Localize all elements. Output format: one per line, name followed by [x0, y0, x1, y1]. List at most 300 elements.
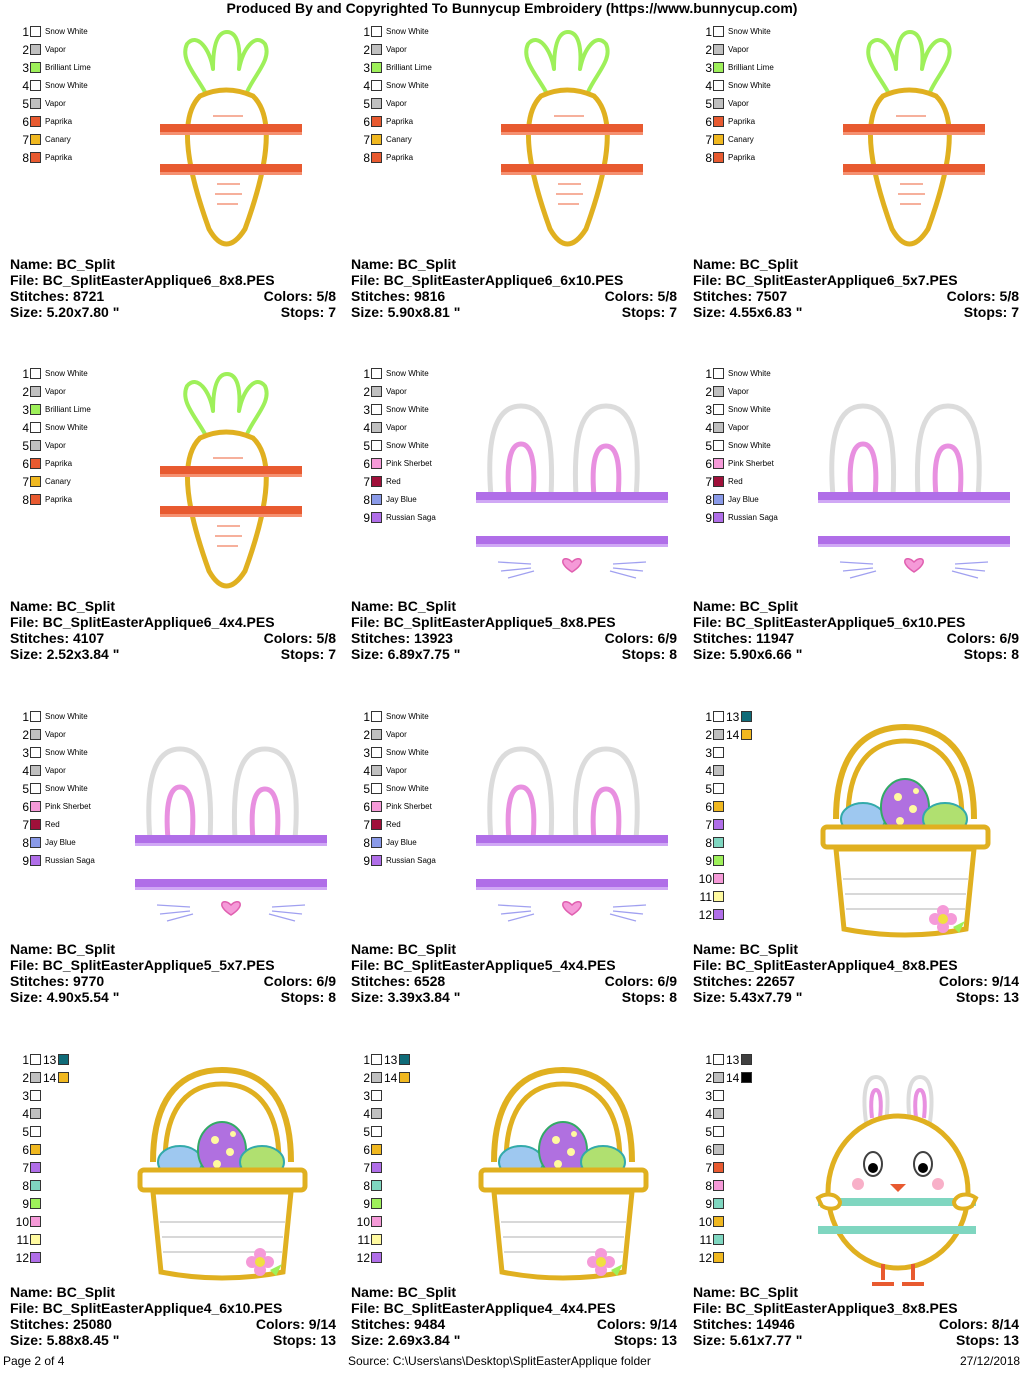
thread-swatch: [371, 44, 382, 55]
design-file: File: BC_SplitEasterApplique5_5x7.PES: [10, 957, 275, 973]
design-info: [351, 1284, 677, 1348]
thread-number: 8: [22, 836, 29, 850]
thread-number: 1: [363, 367, 370, 381]
thread-color-name: Pink Sherbet: [728, 459, 774, 468]
thread-number: 8: [363, 1179, 370, 1193]
thread-swatch: [371, 837, 382, 848]
thread-number: 4: [705, 421, 712, 435]
thread-swatch: [30, 747, 41, 758]
thread-number: 4: [363, 764, 370, 778]
thread-number: 11: [16, 1233, 29, 1247]
thread-swatch: [30, 80, 41, 91]
thread-number: 7: [363, 818, 370, 832]
thread-color-name: Jay Blue: [728, 495, 759, 504]
design-info: [351, 598, 677, 662]
thread-number: 7: [22, 133, 29, 147]
thread-swatch: [713, 422, 724, 433]
thread-number: 6: [705, 800, 712, 814]
carrot-design-preview: [105, 24, 340, 264]
stop-count: Stops: 8: [621, 646, 677, 662]
design-file: File: BC_SplitEasterApplique6_8x8.PES: [10, 272, 275, 288]
thread-swatch: [371, 440, 382, 451]
thread-number: 6: [705, 457, 712, 471]
thread-swatch: [30, 729, 41, 740]
thread-number: 6: [363, 115, 370, 129]
thread-number: 4: [22, 79, 29, 93]
thread-color-name: Vapor: [728, 45, 749, 54]
thread-number: 8: [705, 493, 712, 507]
thread-number: 11: [357, 1233, 370, 1247]
thread-swatch: [30, 1126, 41, 1137]
color-count: Colors: 8/14: [938, 1316, 1019, 1332]
design-card: [351, 366, 681, 696]
stop-count: Stops: 13: [955, 989, 1019, 1005]
basket-design-preview: [446, 1052, 681, 1292]
design-name: Name: BC_Split: [693, 1284, 799, 1300]
thread-swatch: [371, 152, 382, 163]
thread-swatch: [30, 476, 41, 487]
thread-swatch: [713, 458, 724, 469]
design-file: File: BC_SplitEasterApplique6_6x10.PES: [351, 272, 624, 288]
color-count: Colors: 5/8: [263, 288, 336, 304]
thread-swatch: [371, 422, 382, 433]
thread-swatch: [713, 98, 724, 109]
thread-swatch: [713, 134, 724, 145]
thread-swatch: [371, 404, 382, 415]
thread-number: 5: [705, 1125, 712, 1139]
thread-swatch: [371, 1252, 382, 1263]
thread-swatch: [30, 116, 41, 127]
thread-number: 1: [22, 710, 29, 724]
thread-number: 1: [705, 710, 712, 724]
thread-swatch: [30, 1216, 41, 1227]
thread-color-name: Paprika: [728, 117, 756, 126]
thread-number: 4: [705, 764, 712, 778]
thread-number: 2: [705, 43, 712, 57]
bunny-design-preview: [446, 366, 681, 606]
thread-number: 12: [698, 908, 712, 922]
thread-number: 6: [22, 1143, 29, 1157]
thread-number: 1: [705, 367, 712, 381]
thread-color-name: Snow White: [728, 405, 771, 414]
thread-number: 5: [363, 1125, 370, 1139]
design-name: Name: BC_Split: [351, 598, 457, 614]
thread-number: 1: [363, 710, 370, 724]
thread-number: 5: [705, 97, 712, 111]
design-file: File: BC_SplitEasterApplique4_6x10.PES: [10, 1300, 283, 1316]
thread-number: 6: [22, 115, 29, 129]
thread-swatch: [713, 1054, 724, 1065]
design-size: Size: 4.55x6.83 ": [693, 304, 803, 320]
thread-number: 8: [22, 493, 29, 507]
thread-color-name: Vapor: [45, 45, 66, 54]
color-count: Colors: 9/14: [596, 1316, 677, 1332]
stitch-count: Stitches: 13923: [351, 630, 453, 646]
thread-color-name: Snow White: [386, 712, 429, 721]
thread-number: 5: [363, 782, 370, 796]
thread-color-name: Jay Blue: [45, 838, 76, 847]
thread-color-name: Paprika: [728, 153, 756, 162]
thread-number: 3: [22, 403, 29, 417]
thread-swatch: [713, 1198, 724, 1209]
thread-number: 3: [705, 403, 712, 417]
thread-number: 14: [43, 1071, 57, 1085]
thread-color-name: Snow White: [386, 369, 429, 378]
thread-swatch: [741, 1072, 752, 1083]
thread-color-name: Snow White: [386, 27, 429, 36]
thread-number: 4: [705, 1107, 712, 1121]
design-size: Size: 5.88x8.45 ": [10, 1332, 120, 1348]
thread-color-name: Snow White: [45, 27, 88, 36]
thread-number: 2: [22, 43, 29, 57]
thread-number: 6: [22, 800, 29, 814]
thread-number: 10: [698, 1215, 712, 1229]
thread-swatch: [371, 1144, 382, 1155]
thread-number: 5: [22, 439, 29, 453]
color-count: Colors: 9/14: [938, 973, 1019, 989]
thread-swatch: [371, 368, 382, 379]
design-file: File: BC_SplitEasterApplique4_8x8.PES: [693, 957, 958, 973]
thread-color-name: Snow White: [728, 369, 771, 378]
thread-swatch: [30, 1162, 41, 1173]
bunny-design-preview: [105, 709, 340, 949]
thread-number: 7: [22, 475, 29, 489]
stop-count: Stops: 8: [963, 646, 1019, 662]
design-name: Name: BC_Split: [10, 598, 116, 614]
thread-color-name: Snow White: [45, 423, 88, 432]
design-size: Size: 5.90x6.66 ": [693, 646, 803, 662]
thread-swatch: [713, 837, 724, 848]
design-info: [351, 941, 677, 1005]
thread-color-name: Vapor: [45, 99, 66, 108]
stitch-count: Stitches: 9816: [351, 288, 446, 304]
thread-number: 2: [363, 385, 370, 399]
thread-swatch: [58, 1072, 69, 1083]
thread-swatch: [713, 80, 724, 91]
thread-swatch: [30, 44, 41, 55]
design-name: Name: BC_Split: [693, 256, 799, 272]
thread-number: 7: [705, 1161, 712, 1175]
thread-swatch: [30, 62, 41, 73]
thread-swatch: [30, 1072, 41, 1083]
thread-number: 11: [699, 1233, 712, 1247]
design-file: File: BC_SplitEasterApplique5_6x10.PES: [693, 614, 966, 630]
thread-number: 13: [726, 710, 740, 724]
thread-number: 8: [363, 836, 370, 850]
thread-swatch: [713, 1162, 724, 1173]
thread-number: 5: [363, 439, 370, 453]
thread-swatch: [713, 765, 724, 776]
thread-swatch: [713, 476, 724, 487]
thread-number: 5: [363, 97, 370, 111]
stitch-count: Stitches: 11947: [693, 630, 795, 646]
thread-number: 2: [363, 728, 370, 742]
thread-number: 10: [698, 872, 712, 886]
thread-number: 5: [22, 97, 29, 111]
stitch-count: Stitches: 25080: [10, 1316, 112, 1332]
thread-number: 2: [363, 43, 370, 57]
thread-swatch: [741, 1054, 752, 1065]
design-card: [351, 1052, 681, 1382]
thread-swatch: [371, 819, 382, 830]
basket-design-preview: [105, 1052, 340, 1292]
thread-swatch: [713, 1234, 724, 1245]
thread-color-name: Red: [386, 477, 401, 486]
thread-color-name: Snow White: [728, 27, 771, 36]
thread-color-name: Brilliant Lime: [386, 63, 432, 72]
thread-swatch: [713, 1144, 724, 1155]
thread-number: 12: [356, 1251, 370, 1265]
thread-color-name: Vapor: [386, 387, 407, 396]
thread-color-name: Red: [45, 820, 60, 829]
thread-swatch: [713, 116, 724, 127]
design-card: [10, 709, 340, 1039]
design-name: Name: BC_Split: [10, 1284, 116, 1300]
thread-color-name: Snow White: [728, 81, 771, 90]
thread-swatch: [713, 747, 724, 758]
thread-number: 8: [22, 1179, 29, 1193]
thread-swatch: [30, 855, 41, 866]
thread-number: 3: [705, 1089, 712, 1103]
stop-count: Stops: 13: [613, 1332, 677, 1348]
thread-number: 4: [22, 764, 29, 778]
page-header: Produced By and Copyrighted To Bunnycup Embroidery (https://www.bunnycup.com): [226, 0, 798, 16]
thread-swatch: [371, 729, 382, 740]
thread-swatch: [713, 404, 724, 415]
page-footer: [0, 1354, 1024, 1370]
thread-color-name: Canary: [728, 135, 754, 144]
stitch-count: Stitches: 7507: [693, 288, 788, 304]
design-file: File: BC_SplitEasterApplique6_4x4.PES: [10, 614, 275, 630]
stop-count: Stops: 7: [621, 304, 677, 320]
thread-swatch: [371, 765, 382, 776]
thread-number: 1: [363, 1053, 370, 1067]
thread-number: 8: [705, 151, 712, 165]
color-count: Colors: 6/9: [263, 973, 336, 989]
thread-swatch: [30, 765, 41, 776]
thread-swatch: [371, 1198, 382, 1209]
thread-number: 14: [726, 1071, 740, 1085]
thread-number: 1: [22, 1053, 29, 1067]
thread-number: 13: [43, 1053, 57, 1067]
thread-color-name: Canary: [45, 477, 71, 486]
thread-swatch: [713, 909, 724, 920]
thread-color-name: Vapor: [728, 387, 749, 396]
thread-swatch: [371, 1180, 382, 1191]
thread-swatch: [713, 1216, 724, 1227]
thread-number: 3: [363, 403, 370, 417]
thread-number: 4: [705, 79, 712, 93]
design-size: Size: 5.61x7.77 ": [693, 1332, 803, 1348]
stop-count: Stops: 7: [280, 646, 336, 662]
thread-number: 1: [22, 367, 29, 381]
bunny-design-preview: [788, 366, 1023, 606]
color-count: Colors: 9/14: [255, 1316, 336, 1332]
design-name: Name: BC_Split: [351, 1284, 457, 1300]
thread-color-name: Russian Saga: [728, 513, 778, 522]
thread-number: 6: [705, 115, 712, 129]
design-file: File: BC_SplitEasterApplique5_4x4.PES: [351, 957, 616, 973]
thread-color-name: Paprika: [45, 495, 73, 504]
thread-number: 9: [363, 511, 370, 525]
thread-swatch: [713, 729, 724, 740]
thread-number: 12: [15, 1251, 29, 1265]
thread-swatch: [371, 512, 382, 523]
design-info: [351, 256, 677, 320]
thread-swatch: [713, 152, 724, 163]
thread-number: 7: [705, 818, 712, 832]
thread-swatch: [713, 855, 724, 866]
thread-number: 13: [384, 1053, 398, 1067]
thread-swatch: [713, 711, 724, 722]
thread-number: 8: [22, 151, 29, 165]
thread-color-name: Vapor: [386, 423, 407, 432]
thread-swatch: [713, 783, 724, 794]
thread-number: 14: [726, 728, 740, 742]
thread-swatch: [30, 386, 41, 397]
thread-swatch: [30, 440, 41, 451]
thread-color-name: Paprika: [45, 153, 73, 162]
chick-design-preview: [788, 1052, 1023, 1292]
design-info: [693, 1284, 1019, 1348]
stop-count: Stops: 7: [963, 304, 1019, 320]
thread-color-name: Jay Blue: [386, 838, 417, 847]
thread-number: 1: [705, 1053, 712, 1067]
thread-swatch: [371, 1162, 382, 1173]
design-info: [693, 256, 1019, 320]
stitch-count: Stitches: 14946: [693, 1316, 795, 1332]
thread-swatch: [371, 98, 382, 109]
source-path: Source: C:\Users\ans\Desktop\SplitEasterApplique folder: [348, 1354, 651, 1368]
thread-swatch: [30, 801, 41, 812]
design-name: Name: BC_Split: [351, 941, 457, 957]
thread-swatch: [713, 801, 724, 812]
thread-swatch: [30, 134, 41, 145]
design-card: [693, 1052, 1023, 1382]
design-info: [693, 598, 1019, 662]
thread-swatch: [371, 80, 382, 91]
stop-count: Stops: 13: [955, 1332, 1019, 1348]
thread-swatch: [371, 1108, 382, 1119]
thread-swatch: [371, 711, 382, 722]
design-info: [10, 256, 336, 320]
thread-number: 8: [705, 836, 712, 850]
thread-swatch: [30, 1252, 41, 1263]
thread-swatch: [371, 116, 382, 127]
design-file: File: BC_SplitEasterApplique6_5x7.PES: [693, 272, 958, 288]
thread-swatch: [741, 711, 752, 722]
thread-swatch: [713, 440, 724, 451]
thread-number: 1: [22, 25, 29, 39]
color-count: Colors: 6/9: [946, 630, 1019, 646]
thread-number: 9: [705, 854, 712, 868]
thread-number: 12: [698, 1251, 712, 1265]
thread-color-name: Vapor: [728, 99, 749, 108]
thread-number: 8: [705, 1179, 712, 1193]
thread-number: 14: [384, 1071, 398, 1085]
thread-swatch: [30, 1108, 41, 1119]
thread-swatch: [371, 1126, 382, 1137]
thread-number: 13: [726, 1053, 740, 1067]
thread-color-name: Snow White: [45, 784, 88, 793]
thread-color-name: Paprika: [386, 117, 414, 126]
design-name: Name: BC_Split: [10, 941, 116, 957]
thread-swatch: [371, 26, 382, 37]
design-file: File: BC_SplitEasterApplique5_8x8.PES: [351, 614, 616, 630]
thread-color-name: Paprika: [45, 459, 73, 468]
thread-number: 1: [705, 25, 712, 39]
thread-number: 2: [705, 385, 712, 399]
thread-swatch: [30, 152, 41, 163]
thread-color-name: Pink Sherbet: [386, 802, 432, 811]
thread-swatch: [371, 1234, 382, 1245]
design-card: [351, 24, 681, 354]
thread-number: 2: [705, 1071, 712, 1085]
thread-number: 5: [705, 439, 712, 453]
thread-color-name: Vapor: [45, 766, 66, 775]
thread-color-name: Pink Sherbet: [45, 802, 91, 811]
design-name: Name: BC_Split: [351, 256, 457, 272]
thread-swatch: [58, 1054, 69, 1065]
thread-swatch: [30, 819, 41, 830]
stitch-count: Stitches: 9770: [10, 973, 105, 989]
thread-swatch: [399, 1072, 410, 1083]
thread-number: 9: [705, 511, 712, 525]
thread-number: 2: [363, 1071, 370, 1085]
thread-swatch: [713, 891, 724, 902]
thread-swatch: [371, 1216, 382, 1227]
thread-color-name: Red: [728, 477, 743, 486]
thread-color-name: Snow White: [386, 784, 429, 793]
thread-number: 9: [22, 1197, 29, 1211]
thread-color-name: Vapor: [386, 730, 407, 739]
thread-color-name: Vapor: [45, 441, 66, 450]
thread-number: 7: [705, 133, 712, 147]
thread-number: 2: [22, 728, 29, 742]
thread-number: 3: [363, 746, 370, 760]
color-count: Colors: 6/9: [604, 630, 677, 646]
thread-color-name: Jay Blue: [386, 495, 417, 504]
design-info: [10, 941, 336, 1005]
thread-swatch: [30, 26, 41, 37]
thread-number: 9: [705, 1197, 712, 1211]
thread-swatch: [30, 1144, 41, 1155]
thread-number: 9: [363, 854, 370, 868]
thread-number: 3: [22, 1089, 29, 1103]
thread-number: 9: [22, 854, 29, 868]
stitch-count: Stitches: 9484: [351, 1316, 446, 1332]
thread-number: 7: [22, 818, 29, 832]
thread-number: 6: [363, 800, 370, 814]
thread-swatch: [713, 1126, 724, 1137]
thread-number: 1: [363, 25, 370, 39]
thread-swatch: [30, 783, 41, 794]
thread-number: 3: [705, 746, 712, 760]
thread-color-name: Russian Saga: [386, 513, 436, 522]
stitch-count: Stitches: 4107: [10, 630, 105, 646]
thread-color-name: Vapor: [386, 99, 407, 108]
thread-number: 10: [15, 1215, 29, 1229]
thread-swatch: [30, 1180, 41, 1191]
thread-number: 11: [699, 890, 712, 904]
thread-color-name: Vapor: [386, 766, 407, 775]
design-size: Size: 5.90x8.81 ": [351, 304, 461, 320]
design-size: Size: 5.43x7.79 ": [693, 989, 803, 1005]
thread-number: 6: [363, 457, 370, 471]
design-name: Name: BC_Split: [10, 256, 116, 272]
thread-color-name: Vapor: [45, 730, 66, 739]
thread-swatch: [371, 476, 382, 487]
